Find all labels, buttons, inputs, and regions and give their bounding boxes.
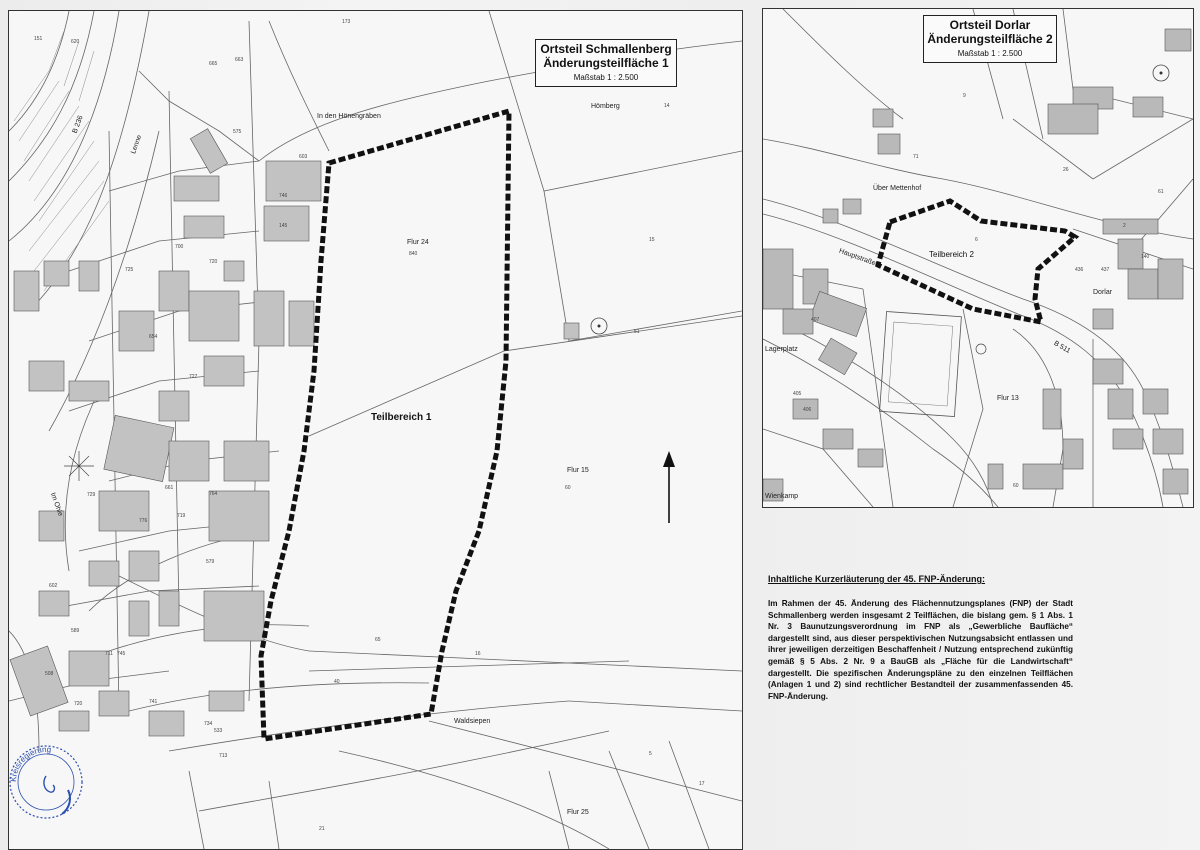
parcel-number: 729 [87,492,96,498]
map2-scale: Maßstab 1 : 2.500 [957,48,1023,58]
parcel-number: 9 [963,93,966,99]
street-name: Hauptstraße [837,247,877,268]
parcel-number: 663 [235,57,244,63]
map2-title: Ortsteil Dorlar [949,18,1031,32]
parcel-number: 720 [74,701,83,707]
explanation-block [768,574,1073,702]
parcel-number: 745 [117,651,126,657]
parcel-number: 51 [634,329,640,335]
place-name: Waldsiepen [454,718,491,725]
place-name: Flur 15 [567,467,589,474]
place-name: In den Hönengräben [317,113,381,120]
explanation-heading: Inhaltliche Kurzerläuterung der 45. FNP-Änderung: [768,574,986,584]
cadastral-map-dorlar [763,9,1193,507]
parcel-number: 575 [233,129,242,135]
parcel-number: 719 [177,513,186,519]
parcel-number: 65 [375,637,381,643]
place-name: Flur 25 [567,809,589,816]
street-name: Im Ohle [48,491,64,518]
parcel-number: 746 [279,193,288,199]
parcel-number: 14 [664,103,670,109]
parcel-number: 61 [1158,189,1164,195]
teilbereich-2-boundary [878,201,1075,322]
parcel-number: 437 [1101,267,1110,273]
parcel-number: 405 [793,391,802,397]
parcel-number: 840 [409,251,418,257]
place-name: Wienkamp [765,493,799,500]
place-name: Hömberg [591,103,620,110]
parcel-number: 26 [1063,167,1069,173]
explanation-body: Im Rahmen der 45. Änderung des Flächennutzungsplanes (FNP) der Stadt Schmallenberg werden insgesamt 2 Teilflächen, die bislang gem. § 1 Abs. 1 Nr. 3 Baunutzungsverordnung im FNP als „Gewerbliche Baufläche“ dargestellt sind, aus dieser perspektivischen Nutzungsabsicht entlassen und ihrer jeweiligen derzeitigen Beschaffenheit / Nutzung entsprechend zukünftig gemäß § 5 Abs. 2 Nr. 9 a BauGB als „Fläche für die Landwirtschaft“ dargestellt. Die spezifischen Änderungspläne zu den einzelnen Teilflächen (Anlagen 1 und 2) sind rechtlicher Bestandteil der zusammenfassenden 45. FNP-Änderung. [768,599,1073,701]
teilbereich-1-label: Teilbereich 1 [371,412,432,423]
map1-subtitle: Änderungsteilfläche 1 [543,55,669,70]
teilbereich-2-label: Teilbereich 2 [929,250,974,259]
north-arrow-icon [659,451,679,526]
parcel-number: 60 [565,485,571,491]
map-panel-schmallenberg [8,10,743,850]
parcel-number: 173 [342,19,351,25]
parcel-number: 60 [1013,483,1019,489]
official-seal-stamp [6,742,86,822]
parcel-number: 6 [975,237,978,243]
parcel-number: 603 [299,154,308,160]
parcel-number: 579 [206,559,215,565]
place-name: Dorlar [1093,289,1113,296]
parcel-number: 406 [803,407,812,413]
teilbereich-1-boundary [261,111,509,739]
parcel-number: 15 [649,237,655,243]
parcel-number: 700 [175,244,184,250]
parcel-number: 407 [811,317,820,323]
river-name: Lenne [130,134,144,155]
parcel-number: 602 [49,583,58,589]
map2-title-box [923,15,1057,63]
svg-text:Kreisregierung: Kreisregierung [8,744,52,783]
map1-scale: Maßstab 1 : 2.500 [573,72,639,82]
parcel-number: 71 [913,154,919,160]
parcel-number: 5 [649,751,652,757]
parcel-number: 436 [1075,267,1084,273]
parcel-number: 734 [204,721,213,727]
parcel-number: 654 [149,334,158,340]
parcel-number: 661 [165,485,174,491]
parcel-number: 665 [209,61,218,67]
parcel-number: 140 [1141,254,1150,260]
parcel-number: 17 [699,781,705,787]
parcel-number: 713 [219,753,228,759]
parcel-number: 764 [209,491,218,497]
map2-subtitle: Änderungsteilfläche 2 [927,31,1053,46]
road-name: B 236 [71,114,85,135]
parcel-number: 741 [149,699,158,705]
road-name: B 511 [1052,340,1072,355]
parcel-number: 725 [125,267,134,273]
cadastral-map-schmallenberg [9,11,742,849]
parcel-number: 508 [45,671,54,677]
place-name: Lagerplatz [765,346,798,353]
parcel-number: 776 [139,518,148,524]
map-panel-dorlar [762,8,1194,508]
parcel-number: 16 [475,651,481,657]
map1-title-box [535,39,677,87]
parcel-number: 711 [105,651,113,657]
parcel-number: 620 [71,39,80,45]
parcel-number: 2 [1123,223,1126,229]
parcel-number: 720 [209,259,218,265]
place-name: Flur 13 [997,395,1019,402]
place-name: Über Mettenhof [873,185,922,192]
parcel-number: 21 [319,826,325,832]
parcel-number: 145 [279,223,288,229]
parcel-number: 727 [189,374,198,380]
parcel-number: 589 [71,628,80,634]
parcel-number: 40 [334,679,340,685]
map1-title: Ortsteil Schmallenberg [540,42,672,56]
parcel-number: 151 [34,36,43,42]
place-name: Flur 24 [407,239,429,246]
parcel-number: 533 [214,728,223,734]
